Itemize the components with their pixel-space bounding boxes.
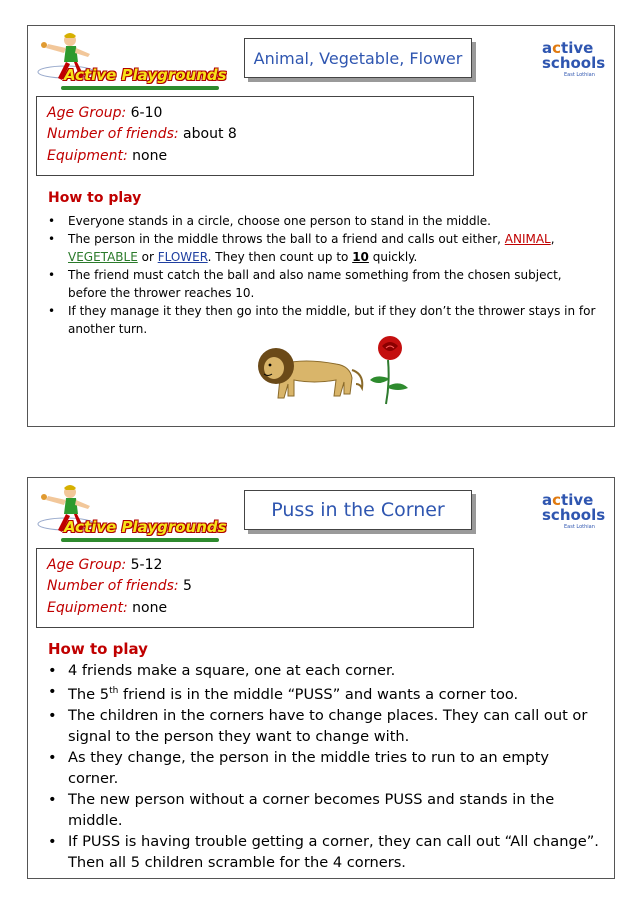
- keyword-vegetable: VEGETABLE: [68, 250, 138, 264]
- rule-item: • Everyone stands in a circle, choose one person to stand in the middle.: [48, 212, 596, 230]
- age-group-line: [47, 105, 162, 121]
- game-info-box: [36, 548, 474, 628]
- card-title: Puss in the Corner: [271, 499, 445, 521]
- rule-item: • 4 friends make a square, one at each corner.: [48, 660, 602, 681]
- equipment-line: [47, 148, 167, 164]
- how-to-play-heading: How to play: [48, 190, 142, 206]
- active-playgrounds-logo: [36, 484, 227, 548]
- rule-item: • The children in the corners have to change places. They can call out or signal to the person they want to change with.: [48, 705, 602, 747]
- rules-list: [48, 660, 602, 873]
- equipment-value: none: [132, 600, 168, 616]
- friends-value: about 8: [183, 126, 237, 142]
- rule-item: • As they change, the person in the middle tries to run to an empty corner.: [48, 747, 602, 789]
- game-card-puss-in-the-corner: [27, 477, 615, 879]
- logo-letter-c: c: [552, 491, 562, 509]
- age-group-value: 6-10: [130, 105, 163, 121]
- friends-line: [47, 578, 192, 594]
- logo-word-schools: schools: [542, 54, 606, 72]
- logo-underline: [61, 538, 219, 542]
- equipment-label: Equipment:: [47, 148, 128, 164]
- card-title: Animal, Vegetable, Flower: [253, 48, 463, 68]
- equipment-line: [47, 600, 167, 616]
- lion-illustration: [254, 344, 366, 406]
- logo-subtitle: East Lothian: [564, 524, 595, 530]
- rule-item: • If they manage it they then go into the middle, but if they don’t the thrower stays in for another turn.: [48, 302, 596, 338]
- logo-word-schools: schools: [542, 506, 606, 524]
- age-group-label: Age Group:: [47, 105, 127, 121]
- keyword-ten: 10: [352, 250, 369, 264]
- equipment-label: Equipment:: [47, 600, 128, 616]
- logo-letter-c: c: [552, 39, 562, 57]
- friends-label: Number of friends:: [47, 578, 179, 594]
- active-schools-logo: [542, 39, 606, 85]
- keyword-animal: ANIMAL: [504, 232, 551, 246]
- friends-line: [47, 126, 237, 142]
- rose-illustration: [366, 334, 414, 406]
- friends-value: 5: [183, 578, 192, 594]
- friends-label: Number of friends:: [47, 126, 179, 142]
- how-to-play-heading: How to play: [48, 640, 148, 658]
- game-card-animal-vegetable-flower: [27, 25, 615, 427]
- age-group-label: Age Group:: [47, 557, 127, 573]
- rules-list: [48, 212, 596, 338]
- logo-word-tive: tive: [561, 491, 594, 509]
- age-group-line: [47, 557, 162, 573]
- rule-item: • The 5th friend is in the middle “PUSS” and wants a corner too.: [48, 681, 602, 705]
- rule-item: • The friend must catch the ball and also name something from the chosen subject, before the thrower reaches 10.: [48, 266, 596, 302]
- logo-letter-a: a: [542, 491, 553, 509]
- rule-item: • The person in the middle throws the ball to a friend and calls out either, ANIMAL, VEGETABLE or FLOWER. They then count up to 10 quickly.: [48, 230, 596, 266]
- logo-text: Active Playgrounds: [64, 66, 227, 84]
- logo-word-tive: tive: [561, 39, 594, 57]
- card-title-box: [244, 38, 472, 78]
- active-playgrounds-logo: [36, 32, 227, 96]
- logo-text: Active Playgrounds: [64, 518, 227, 536]
- keyword-flower: FLOWER: [157, 250, 208, 264]
- card-title-box: [244, 490, 472, 530]
- logo-underline: [61, 86, 219, 90]
- game-info-box: [36, 96, 474, 176]
- logo-subtitle: East Lothian: [564, 72, 595, 78]
- equipment-value: none: [132, 148, 168, 164]
- rule-item: • The new person without a corner becomes PUSS and stands in the middle.: [48, 789, 602, 831]
- active-schools-logo: [542, 491, 606, 537]
- rule-item: • If PUSS is having trouble getting a corner, they can call out “All change”. Then all 5 children scramble for the 4 corners.: [48, 831, 602, 873]
- logo-letter-a: a: [542, 39, 553, 57]
- age-group-value: 5-12: [130, 557, 163, 573]
